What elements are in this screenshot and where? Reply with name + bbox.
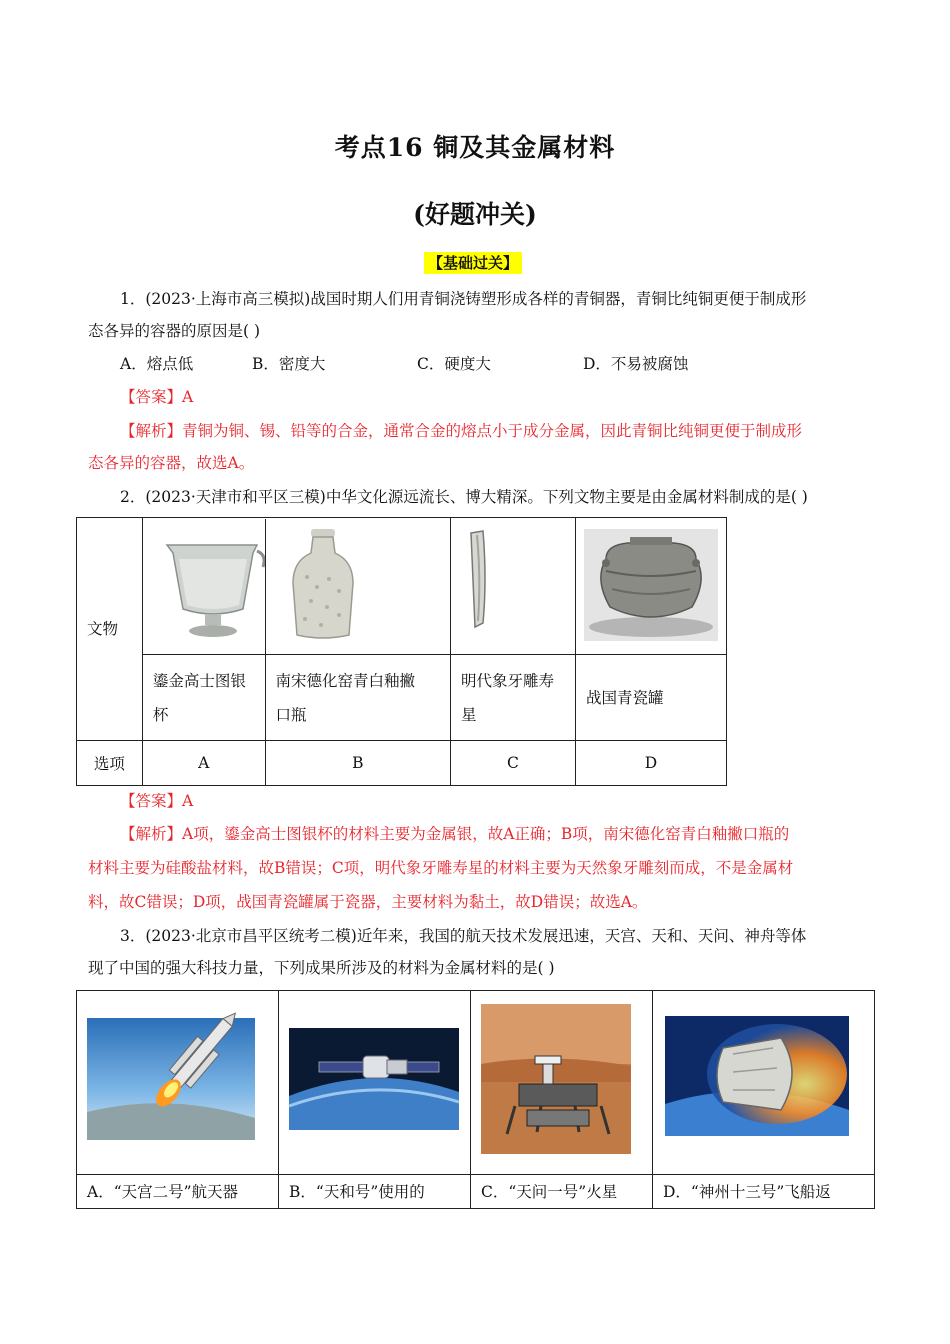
q3-stem-line1: 3．(2023·北京市昌平区统考二模)近年来，我国的航天技术发展迅速，天宫、天和、天问、神舟等体	[120, 927, 807, 945]
q3-caption-a: A．“天宫二号”航天器	[77, 1175, 279, 1209]
q2-analysis-line1: 【解析】A项，鎏金高士图银杯的材料主要为金属银，故A正确；B项，南宋德化窑青白釉撇口瓶的	[120, 825, 790, 843]
q2-stem-line1: 2．(2023·天津市和平区三模)中华文化源远流长、博大精深。下列文物主要是由金属材料制成的是( )	[120, 488, 808, 506]
q2-option-c: C	[450, 741, 575, 786]
silver-cup-image	[157, 531, 269, 643]
q2-item-c-name: 明代象牙雕寿 星	[450, 655, 575, 741]
celadon-jar-image	[576, 519, 726, 654]
q1-stem-line2: 态各异的容器的原因是( )	[88, 322, 261, 340]
q1-option-a: A．熔点低	[120, 355, 194, 373]
q2-analysis-line2: 材料主要为硅酸盐材料，故B错误；C项，明代象牙雕寿星的材料主要为天然象牙雕刻而成，不是金属材	[88, 859, 794, 877]
q3-image-d	[653, 991, 875, 1175]
q2-image-c	[450, 518, 575, 655]
q2-image-d	[575, 518, 726, 655]
q2-option-b: B	[265, 741, 450, 786]
q2-artifact-table	[76, 517, 727, 786]
q3-image-table	[76, 990, 875, 1209]
q3-caption-c: C．“天问一号”火星	[471, 1175, 653, 1209]
q3-image-a	[77, 991, 279, 1175]
q1-analysis-line1: 【解析】青铜为铜、锡、铅等的合金，通常合金的熔点小于成分金属，因此青铜比纯铜更便于制成形	[120, 422, 803, 440]
q3-image-b	[279, 991, 471, 1175]
q1-option-d: D．不易被腐蚀	[583, 355, 689, 373]
q2-item-a-name: 鎏金高士图银 杯	[142, 655, 265, 741]
mars-rover-image	[471, 992, 652, 1174]
q2-option-d: D	[575, 741, 726, 786]
rocket-launch-image	[77, 992, 278, 1174]
q1-stem-line1: 1．(2023·上海市高三模拟)战国时期人们用青铜浇铸塑形成各样的青铜器，青铜比纯铜更便于制成形	[120, 290, 807, 308]
q2-option-a: A	[142, 741, 265, 786]
page-subtitle: (好题冲关)	[413, 200, 537, 229]
q3-caption-d: D．“神州十三号”飞船返	[653, 1175, 875, 1209]
q2-answer: 【答案】A	[120, 792, 194, 810]
q1-answer: 【答案】A	[120, 388, 194, 406]
q2-images-ab	[142, 518, 450, 655]
q3-caption-b: B．“天和号”使用的	[279, 1175, 471, 1209]
q2-item-d-name: 战国青瓷罐	[575, 655, 726, 741]
section-tag: 【基础过关】	[424, 252, 522, 274]
page-title: 考点16 铜及其金属材料	[334, 133, 616, 162]
q2-row-label-options: 选项	[77, 741, 143, 786]
q2-row-label-items: 文物	[77, 518, 143, 741]
return-capsule-image	[653, 992, 874, 1174]
q1-analysis-line2: 态各异的容器，故选A。	[88, 454, 255, 472]
space-station-image	[279, 992, 470, 1174]
q2-item-b-name: 南宋德化窑青白釉撇 口瓶	[265, 655, 450, 741]
q3-image-c	[471, 991, 653, 1175]
q1-option-c: C．硬度大	[417, 355, 491, 373]
porcelain-vase-image	[283, 527, 363, 647]
q1-option-b: B．密度大	[252, 355, 326, 373]
q3-stem-line2: 现了中国的强大科技力量，下列成果所涉及的材料为金属材料的是( )	[88, 959, 555, 977]
q2-analysis-line3: 料，故C错误；D项，战国青瓷罐属于瓷器，主要材料为黏土，故D错误；故选A。	[88, 893, 648, 911]
ivory-carving-image	[451, 519, 575, 654]
